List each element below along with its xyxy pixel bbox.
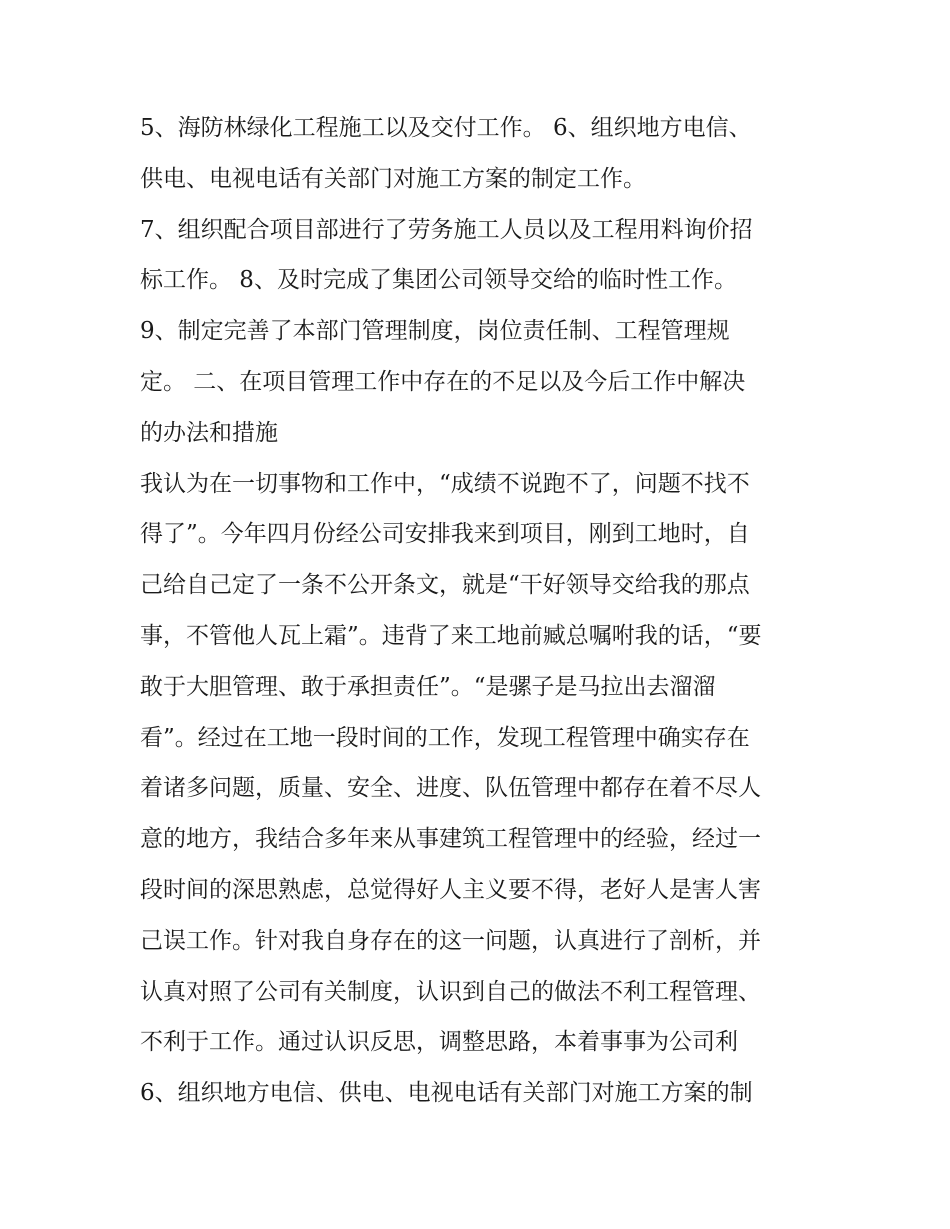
text-line: 意的地方，我结合多年来从事建筑工程管理中的经验，经过一 <box>140 826 761 853</box>
text-line: 己误工作。针对我自身存在的这一问题，认真进行了剖析，并 <box>140 927 761 954</box>
text-line: 敢于大胆管理、敢于承担责任”。“是骡子是马拉出去溜溜 <box>140 673 716 700</box>
text-line: 己给自己定了一条不公开条文，就是“干好领导交给我的那点 <box>140 572 750 599</box>
text-line: 看”。经过在工地一段时间的工作，发现工程管理中确实存在 <box>140 724 750 751</box>
text-line: 事，不管他人瓦上霜”。违背了来工地前臧总嘱咐我的话，“要 <box>140 622 762 649</box>
text-line: 着诸多问题，质量、安全、进度、队伍管理中都存在着不尽人 <box>140 775 761 802</box>
text-line: 标工作。 8、及时完成了集团公司领导交给的临时性工作。 <box>140 267 737 294</box>
text-line: 段时间的深思熟虑，总觉得好人主义要不得，老好人是害人害 <box>140 876 761 903</box>
body-text <box>140 103 820 1119</box>
text-line: 6、组织地方电信、供电、电视电话有关部门对施工方案的制 <box>140 1080 753 1107</box>
text-line: 定。 二、在项目管理工作中存在的不足以及今后工作中解决 <box>140 368 746 395</box>
text-line: 得了”。今年四月份经公司安排我来到项目，刚到工地时，自 <box>140 521 750 548</box>
text-line: 5、海防林绿化工程施工以及交付工作。 6、组织地方电信、 <box>140 115 752 141</box>
text-line: 不利于工作。通过认识反思，调整思路，本着事事为公司利 <box>140 1029 738 1056</box>
text-line: 供电、电视电话有关部门对施工方案的制定工作。 <box>140 165 646 192</box>
text-line: 的办法和措施 <box>140 419 278 446</box>
text-line: 9、制定完善了本部门管理制度，岗位责任制、工程管理规 <box>140 318 730 345</box>
text-line: 认真对照了公司有关制度，认识到自己的做法不利工程管理、 <box>140 978 761 1005</box>
text-line: 7、组织配合项目部进行了劳务施工人员以及工程用料询价招 <box>140 216 753 243</box>
text-line: 我认为在一切事物和工作中，“成绩不说跑不了，问题不找不 <box>140 470 750 497</box>
